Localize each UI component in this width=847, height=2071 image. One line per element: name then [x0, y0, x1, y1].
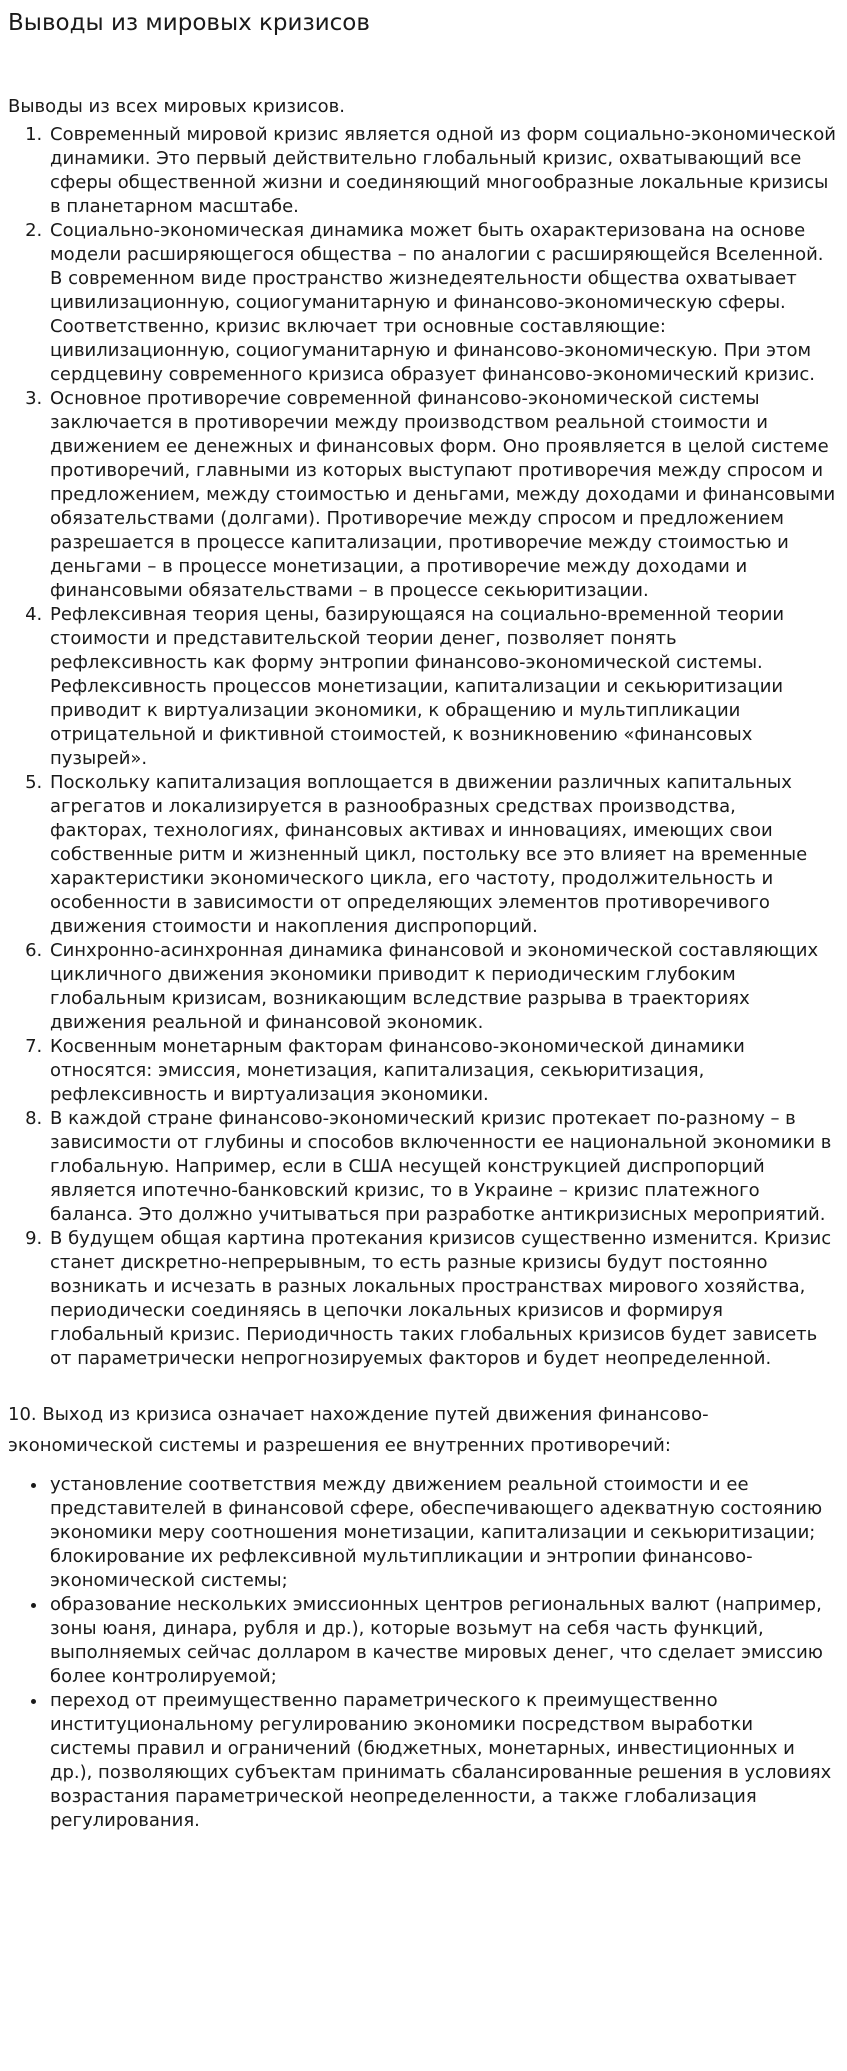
way-out-item: • переход от преимущественно параметрического к преимущественно институциональному регулированию экономики посредством выработки системы правил и ограничений (бюджетных, монетарных, инвестиционных и др.), позволяющих субъектам принимать сбалансированные решения в условиях возрастания параметрической неопределенности, а также глобализация регулирования.	[48, 1689, 839, 1833]
way-out-item: • установление соответствия между движением реальной стоимости и ее представителей в финансовой сфере, обеспечивающего адекватную состоянию экономики меру соотношения монетизации, капитализации и секьюритизации; блокирование их рефлексивной мультипликации и энтропии финансово-экономической системы;	[48, 1473, 839, 1593]
conclusions-list	[8, 123, 839, 1371]
page-title: Выводы из мировых кризисов	[8, 10, 370, 36]
conclusion-item: 3. Основное противоречие современной финансово-экономической системы заключается в противоречии между производством реальной стоимости и движением ее денежных и финансовых форм. Оно проявляется в целой системе противоречий, главными из которых выступают противоречия между спросом и предложением, между стоимостью и деньгами, между доходами и финансовыми обязательствами (долгами). Противоречие между спросом и предложением разрешается в процессе капитализации, противоречие между стоимостью и деньгами – в процессе монетизации, а противоречие между доходами и финансовыми обязательствами – в процессе секьюритизации.	[48, 387, 839, 603]
way-out-item: • образование нескольких эмиссионных центров региональных валют (например, зоны юаня, динара, рубля и др.), которые возьмут на себя часть функций, выполняемых сейчас долларом в качестве мировых денег, что сделает эмиссию более контролируемой;	[48, 1593, 839, 1689]
conclusion-item: 1. Современный мировой кризис является одной из форм социально-экономической динамики. Это первый действительно глобальный кризис, охватывающий все сферы общественной жизни и соединяющий многообразные локальные кризисы в планетарном масштабе.	[48, 123, 839, 219]
ways-out-list	[8, 1473, 839, 1833]
conclusion-item: 2. Социально-экономическая динамика может быть охарактеризована на основе модели расширяющегося общества – по аналогии с расширяющейся Вселенной. В современном виде пространство жизнедеятельности общества охватывает цивилизационную, социогуманитарную и финансово-экономическую сферы. Соответственно, кризис включает три основные составляющие: цивилизационную, социогуманитарную и финансово-экономическую. При этом сердцевину современного кризиса образует финансово-экономический кризис.	[48, 219, 839, 387]
conclusion-item: 4. Рефлексивная теория цены, базирующаяся на социально-временной теории стоимости и представительской теории денег, позволяет понять рефлексивность как форму энтропии финансово-экономической системы. Рефлексивность процессов монетизации, капитализации и секьюритизации приводит к виртуализации экономики, к обращению и мультипликации отрицательной и фиктивной стоимостей, к возникновению «финансовых пузырей».	[48, 603, 839, 771]
conclusion-item: 6. Синхронно-асинхронная динамика финансовой и экономической составляющих цикличного движения экономики приводит к периодическим глубоким глобальным кризисам, возникающим вследствие разрыва в траекториях движения реальной и финансовой экономик.	[48, 939, 839, 1035]
conclusion-item: 8. В каждой стране финансово-экономический кризис протекает по-разному – в зависимости от глубины и способов включенности ее национальной экономики в глобальную. Например, если в США несущей конструкцией диспропорций является ипотечно-банковский кризис, то в Украине – кризис платежного баланса. Это должно учитываться при разработке антикризисных мероприятий.	[48, 1107, 839, 1227]
tenth-conclusion: 10. Выход из кризиса означает нахождение путей движения финансово-экономической системы и разрешения ее внутренних противоречий:	[8, 1404, 709, 1456]
article	[0, 9, 847, 1833]
conclusion-item: 5. Поскольку капитализация воплощается в движении различных капитальных агрегатов и локализируется в разнообразных средствах производства, факторах, технологиях, финансовых активах и инновациях, имеющих свои собственные ритм и жизненный цикл, постольку все это влияет на временные характеристики экономического цикла, его частоту, продолжительность и особенности в зависимости от определяющих элементов противоречивого движения стоимости и накопления диспропорций.	[48, 771, 839, 939]
intro-text: Выводы из всех мировых кризисов.	[8, 96, 345, 117]
conclusion-item: 7. Косвенным монетарным факторам финансово-экономической динамики относятся: эмиссия, монетизация, капитализация, секьюритизация, рефлексивность и виртуализация экономики.	[48, 1035, 839, 1107]
conclusion-item: 9. В будущем общая картина протекания кризисов существенно изменится. Кризис станет дискретно-непрерывным, то есть разные кризисы будут постоянно возникать и исчезать в разных локальных пространствах мирового хозяйства, периодически соединяясь в цепочки локальных кризисов и формируя глобальный кризис. Периодичность таких глобальных кризисов будет зависеть от параметрически непрогнозируемых факторов и будет неопределенной.	[48, 1227, 839, 1371]
